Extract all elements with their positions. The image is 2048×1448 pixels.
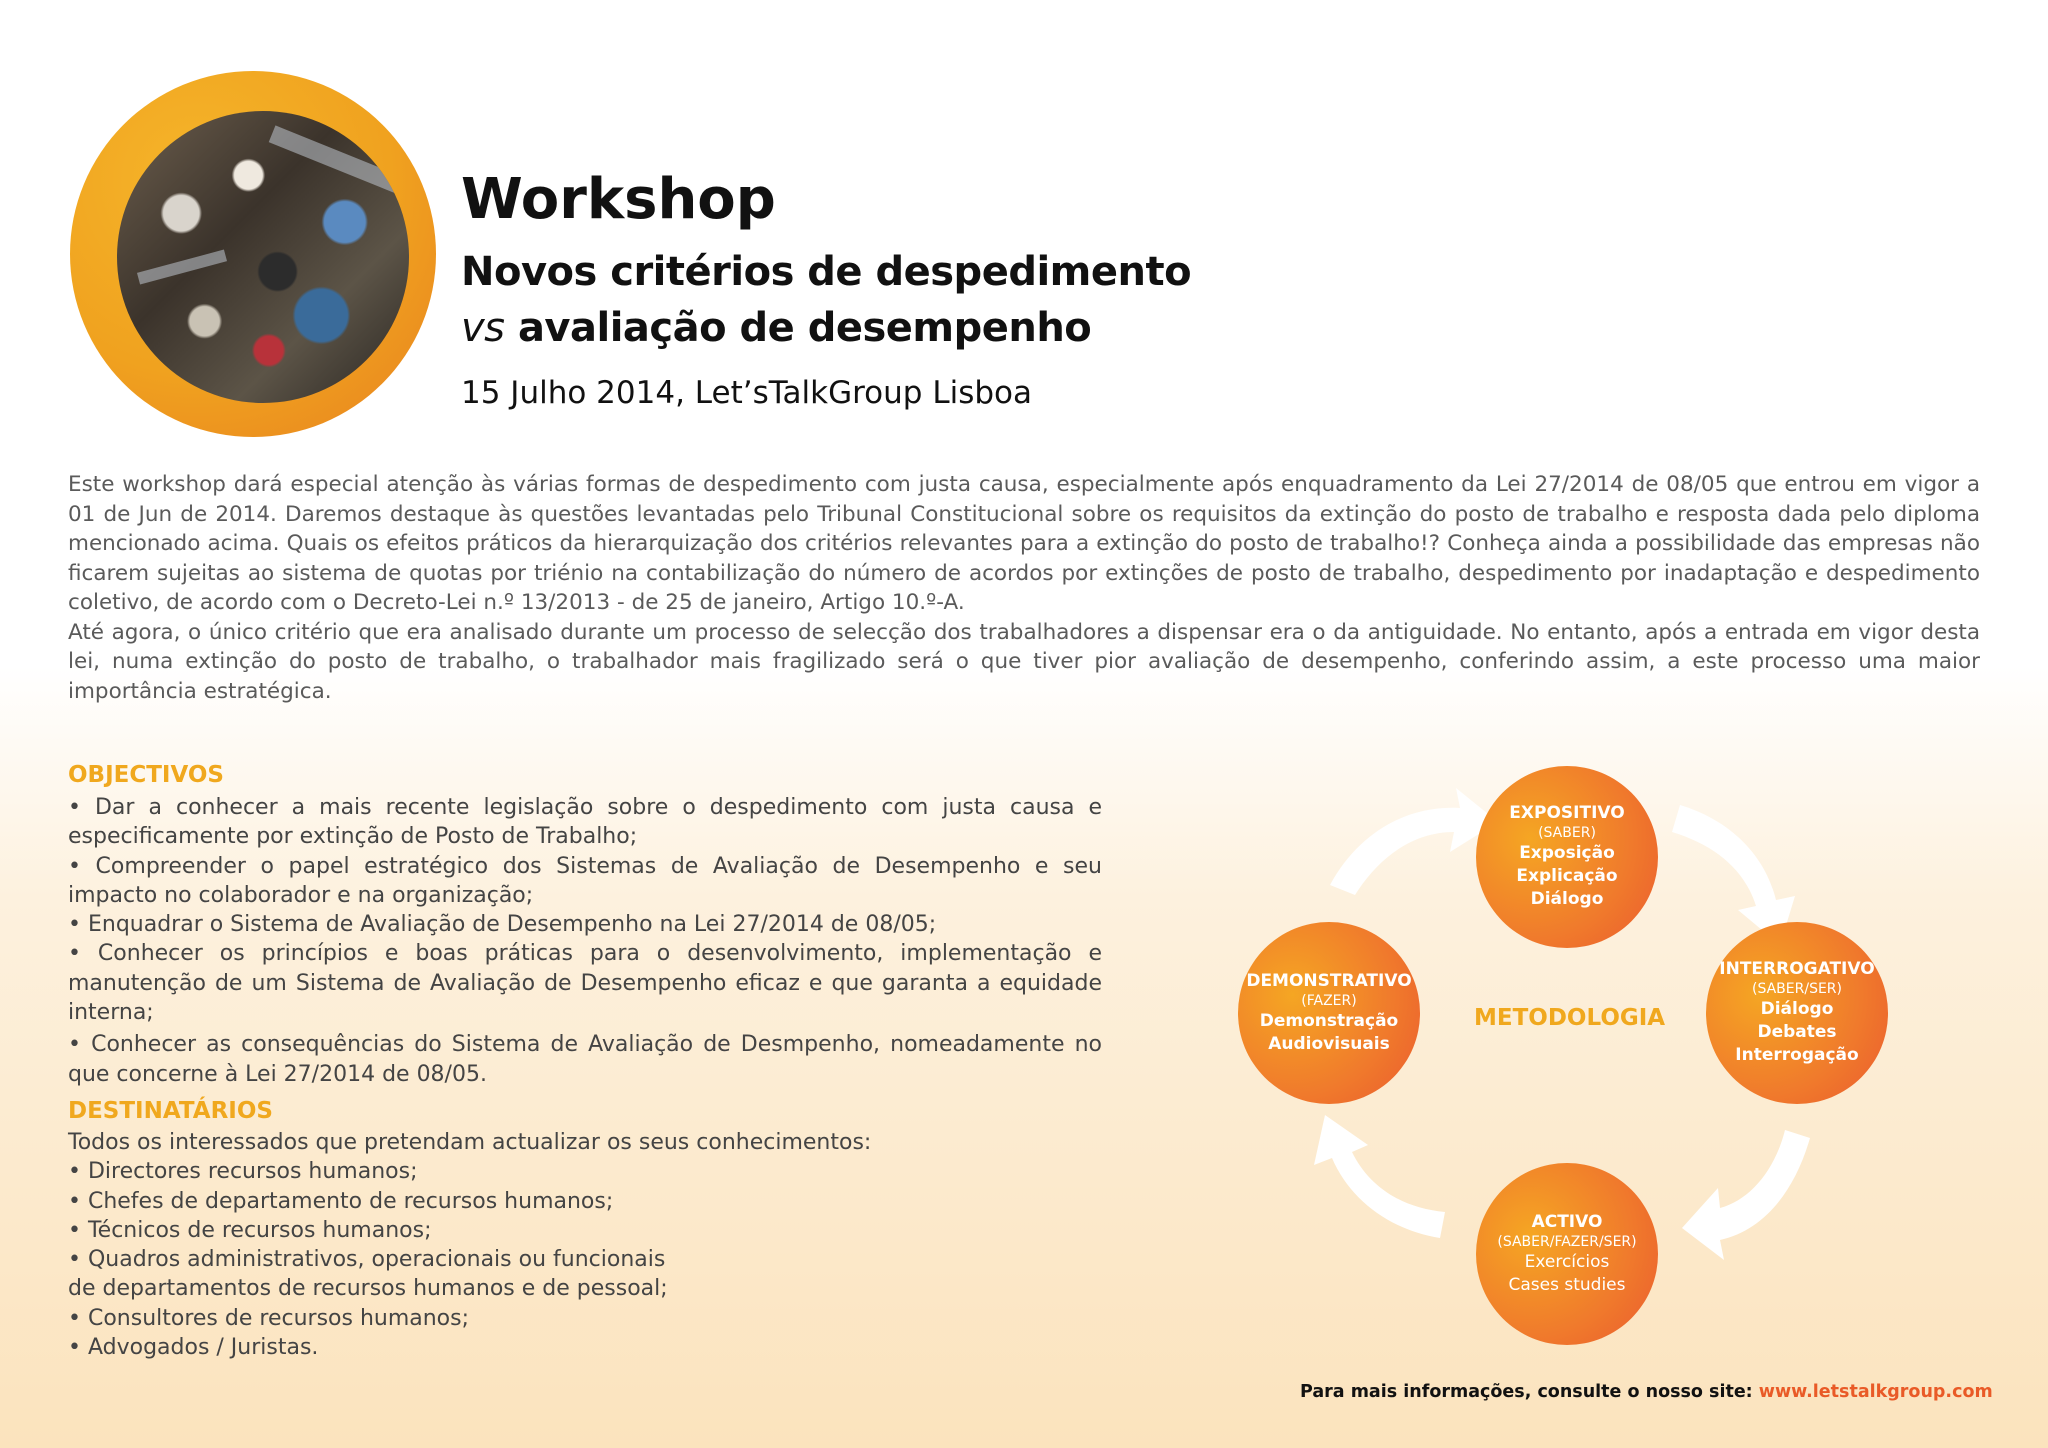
objectivo-item: • Enquadrar o Sistema de Avaliação de Desempenho na Lei 27/2014 de 08/05; xyxy=(68,912,937,938)
expositivo-title: EXPOSITIVO xyxy=(1509,803,1625,823)
intro-paragraph-1: Este workshop dará especial atenção às várias formas de despedimento com justa causa, especialmente após enquadramento da Lei 27/2014 de 08/05 que entrou em vigor a 01 de Jun de 2014. Daremos destaque às questões levantadas pelo Tribunal Constitucional sobre os requisitos da extinção do posto de trabalho e resposta dada pelo diploma mencionado acima. Quais os efeitos práticos da hierarquização dos critérios relevantes para a extinção do posto de trabalho!? Conheça ainda a possibilidade das empresas não ficarem sujeitas ao sistema de quotas por triénio na contabilização do número de acordos por extinções de posto de trabalho, despedimento por inadaptação e despedimento coletivo, de acordo com o Decreto-Lei n.º 13/2013 - de 25 de janeiro, Artigo 10.º-A. xyxy=(68,472,1980,615)
objectivos-list xyxy=(68,793,1102,1089)
demonstrativo-sub: (FAZER) xyxy=(1301,992,1357,1009)
objectivos-heading: OBJECTIVOS xyxy=(68,762,224,788)
interrogativo-line: Debates xyxy=(1757,1022,1837,1042)
bubble-interrogativo xyxy=(1706,922,1888,1104)
page-title: Workshop xyxy=(461,167,776,232)
bubble-activo xyxy=(1476,1163,1658,1345)
destinatarios-intro: Todos os interessados que pretendam actualizar os seus conhecimentos: xyxy=(68,1130,872,1155)
destinatario-item: • Técnicos de recursos humanos; xyxy=(68,1217,432,1243)
bubble-expositivo xyxy=(1476,766,1658,948)
expositivo-line: Exposição xyxy=(1519,843,1615,863)
activo-line: Cases studies xyxy=(1508,1274,1626,1295)
interrogativo-sub: (SABER/SER) xyxy=(1751,981,1842,997)
demonstrativo-line: Demonstração xyxy=(1259,1010,1399,1031)
subtitle-line-2 xyxy=(461,300,1191,356)
metodologia-diagram xyxy=(1220,760,1920,1360)
activo-sub: (SABER/FAZER/SER) xyxy=(1497,1233,1637,1250)
intro-paragraph-2: Até agora, o único critério que era analisado durante um processo de selecção dos trabalhadores a dispensar era o da antiguidade. No entanto, após a entrada em vigor desta lei, numa extinção do posto de trabalho, o trabalhador mais fragilizado será o que tiver pior avaliação de desempenho, conferindo assim, a este processo uma maior importância estratégica. xyxy=(68,619,1980,704)
interrogativo-line: Diálogo xyxy=(1760,999,1834,1019)
destinatario-item: • Chefes de departamento de recursos humanos; xyxy=(68,1188,614,1214)
metodologia-label: METODOLOGIA xyxy=(1474,1005,1666,1031)
expositivo-sub: (SABER) xyxy=(1538,825,1596,841)
activo-title: ACTIVO xyxy=(1531,1211,1603,1232)
footer-info xyxy=(1300,1382,1993,1402)
website-link[interactable]: www.letstalkgroup.com xyxy=(1758,1382,1993,1402)
demonstrativo-line: Audiovisuais xyxy=(1268,1033,1390,1054)
destinatario-item: de departamentos de recursos humanos e de pessoal; xyxy=(68,1276,668,1302)
event-photo-frame xyxy=(70,71,436,437)
expositivo-line: Diálogo xyxy=(1530,889,1604,909)
objectivo-item: • Conhecer as consequências do Sistema de Avaliação de Desmpenho, nomeadamente no que concerne à Lei 27/2014 de 08/05. xyxy=(68,1032,1102,1087)
date-location: 15 Julho 2014, Let’sTalkGroup Lisboa xyxy=(461,375,1033,411)
subtitle-line-1: Novos critérios de despedimento xyxy=(461,249,1192,295)
arrow-bottom-right-icon xyxy=(1682,1130,1810,1260)
subtitle-line-2-text: avaliação de desempenho xyxy=(504,305,1092,351)
destinatario-item: • Directores recursos humanos; xyxy=(68,1159,418,1185)
subtitle-vs: vs xyxy=(461,305,505,351)
objectivo-item: • Compreender o papel estratégico dos Sistemas de Avaliação de Desempenho e seu impacto no colaborador e na organização; xyxy=(68,853,1102,908)
event-photo xyxy=(117,111,409,403)
objectivo-item: • Dar a conhecer a mais recente legislação sobre o despedimento com justa causa e especificamente por extinção de Posto de Trabalho; xyxy=(68,795,1102,850)
interrogativo-line: Interrogação xyxy=(1735,1045,1859,1065)
arrow-bottom-left-icon xyxy=(1314,1115,1445,1238)
destinatarios-list xyxy=(68,1128,968,1362)
destinatarios-heading: DESTINATÁRIOS xyxy=(68,1098,273,1124)
expositivo-line: Explicação xyxy=(1516,866,1618,886)
destinatario-item: • Consultores de recursos humanos; xyxy=(68,1305,470,1331)
intro-text xyxy=(68,470,1980,706)
destinatario-item: • Quadros administrativos, operacionais ou funcionais xyxy=(68,1247,666,1273)
activo-line: Exercícios xyxy=(1524,1251,1610,1272)
interrogativo-title: INTERROGATIVO xyxy=(1719,959,1875,979)
demonstrativo-title: DEMONSTRATIVO xyxy=(1246,970,1412,991)
objectivo-item: • Conhecer os princípios e boas práticas para o desenvolvimento, implementação e manutenção de um Sistema de Avaliação de Desempenho eficaz e que garanta a equidade interna; xyxy=(68,941,1102,1026)
bubble-demonstrativo xyxy=(1238,922,1420,1104)
footer-text: Para mais informações, consulte o nosso site: xyxy=(1300,1382,1759,1402)
destinatario-item: • Advogados / Juristas. xyxy=(68,1335,319,1361)
arrow-top-left-icon xyxy=(1330,788,1498,895)
workshop-subtitle xyxy=(461,244,1191,356)
